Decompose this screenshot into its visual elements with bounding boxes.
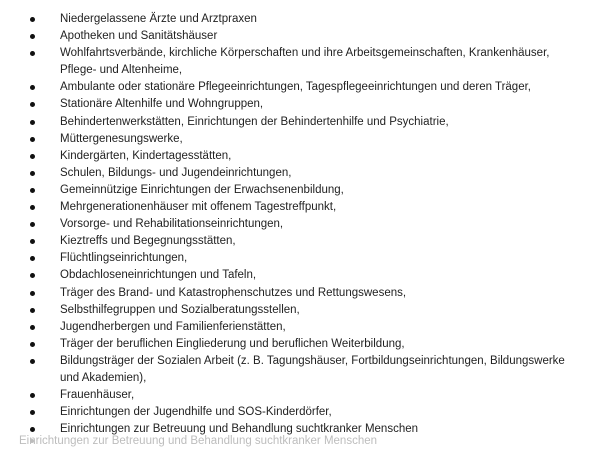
list-item-text: Einrichtungen zur Betreuung und Behandlung suchtkranker Menschen: [60, 423, 419, 436]
list-item: [0, 336, 600, 353]
list-item-text: Ambulante oder stationäre Pflegeeinrichtungen, Tagespflegeeinrichtungen und deren Träger,: [60, 81, 531, 94]
bullet-icon: [30, 393, 35, 398]
list-item-text: Träger des Brand- und Katastrophenschutzes und Rettungswesens,: [60, 286, 407, 299]
bullet-icon: [30, 171, 35, 176]
ghost-text: Einrichtungen zur Betreuung und Behandlung suchtkranker Menschen: [19, 435, 378, 447]
list-item-text: Schulen, Bildungs- und Jugendeinrichtungen,: [60, 166, 292, 179]
list-item-text: Wohlfahrtsverbände, kirchliche Körperschaften und ihre Arbeitsgemeinschaften, Krankenhäuser, Pflege- und Altenheime,: [60, 47, 550, 77]
list-item: [0, 79, 600, 96]
bullet-icon: [30, 256, 35, 261]
bullet-icon: [30, 188, 35, 193]
list-item: [0, 387, 600, 404]
list-item: [0, 353, 600, 387]
list-item: [0, 28, 600, 45]
list-item: [0, 182, 600, 199]
list-item-text: Einrichtungen der Jugendhilfe und SOS-Kinderdörfer,: [60, 406, 332, 419]
list-item-text: Behindertenwerkstätten, Einrichtungen der Behindertenhilfe und Psychiatrie,: [60, 115, 449, 128]
list-item: [0, 131, 600, 148]
list-item: [0, 199, 600, 216]
list-item-text: Müttergenesungswerke,: [60, 132, 183, 145]
list-item: [0, 404, 600, 421]
list-item: [0, 114, 600, 131]
list-item-text: Kindergärten, Kindertagesstätten,: [60, 149, 232, 162]
bullet-icon: [30, 359, 35, 364]
list-item: [0, 302, 600, 319]
list-item-text: Bildungsträger der Sozialen Arbeit (z. B. Tagungshäuser, Fortbildungseinrichtungen, Bildungswerke und Akademien),: [60, 354, 565, 384]
bullet-icon: [30, 273, 35, 278]
list-item: [0, 11, 600, 28]
list-item: [0, 233, 600, 250]
list-item: [0, 285, 600, 302]
bullet-icon: [30, 34, 35, 39]
bullet-icon: [30, 137, 35, 142]
list-item-text: Träger der beruflichen Eingliederung und beruflichen Weiterbildung,: [60, 337, 405, 350]
bullet-list: [0, 11, 600, 438]
bullet-icon: [30, 325, 35, 330]
bullet-icon: [30, 205, 35, 210]
list-item: [0, 148, 600, 165]
list-item-text: Niedergelassene Ärzte und Arztpraxen: [60, 13, 257, 25]
bullet-icon: [30, 308, 35, 313]
list-item-text: Selbsthilfegruppen und Sozialberatungsstellen,: [60, 303, 300, 316]
list-item: [0, 267, 600, 284]
list-item: [0, 165, 600, 182]
list-item-text: Mehrgenerationenhäuser mit offenem Tagestreffpunkt,: [60, 201, 337, 214]
ghost-reflection: [0, 434, 600, 450]
list-item-text: Stationäre Altenhilfe und Wohngruppen,: [60, 98, 264, 111]
list-item: [0, 319, 600, 336]
list-item-text: Gemeinnützige Einrichtungen der Erwachsenenbildung,: [60, 183, 344, 196]
list-item-text: Frauenhäuser,: [60, 389, 135, 402]
bullet-icon: [30, 17, 35, 22]
bullet-icon: [30, 410, 35, 415]
bullet-icon: [30, 291, 35, 296]
bullet-icon: [30, 85, 35, 90]
bullet-icon: [30, 222, 35, 227]
bullet-icon: [30, 102, 35, 107]
bullet-icon: [30, 154, 35, 159]
list-item-text: Apotheken und Sanitätshäuser: [60, 30, 218, 43]
list-item: [0, 96, 600, 113]
bullet-icon: [30, 342, 35, 347]
list-item-text: Flüchtlingseinrichtungen,: [60, 252, 188, 265]
list-item-text: Obdachloseneinrichtungen und Tafeln,: [60, 269, 257, 282]
list-item: [0, 250, 600, 267]
bullet-icon: [30, 427, 35, 432]
list-item-text: Vorsorge- und Rehabilitationseinrichtungen,: [60, 218, 284, 231]
list-item: [0, 216, 600, 233]
bullet-icon: [30, 239, 35, 244]
list-item-text: Kieztreffs und Begegnungsstätten,: [60, 235, 236, 248]
list-item: [0, 45, 600, 79]
bullet-icon: [30, 120, 35, 125]
bullet-icon: [30, 51, 35, 56]
list-item-text: Jugendherbergen und Familienferienstätten,: [60, 320, 286, 333]
